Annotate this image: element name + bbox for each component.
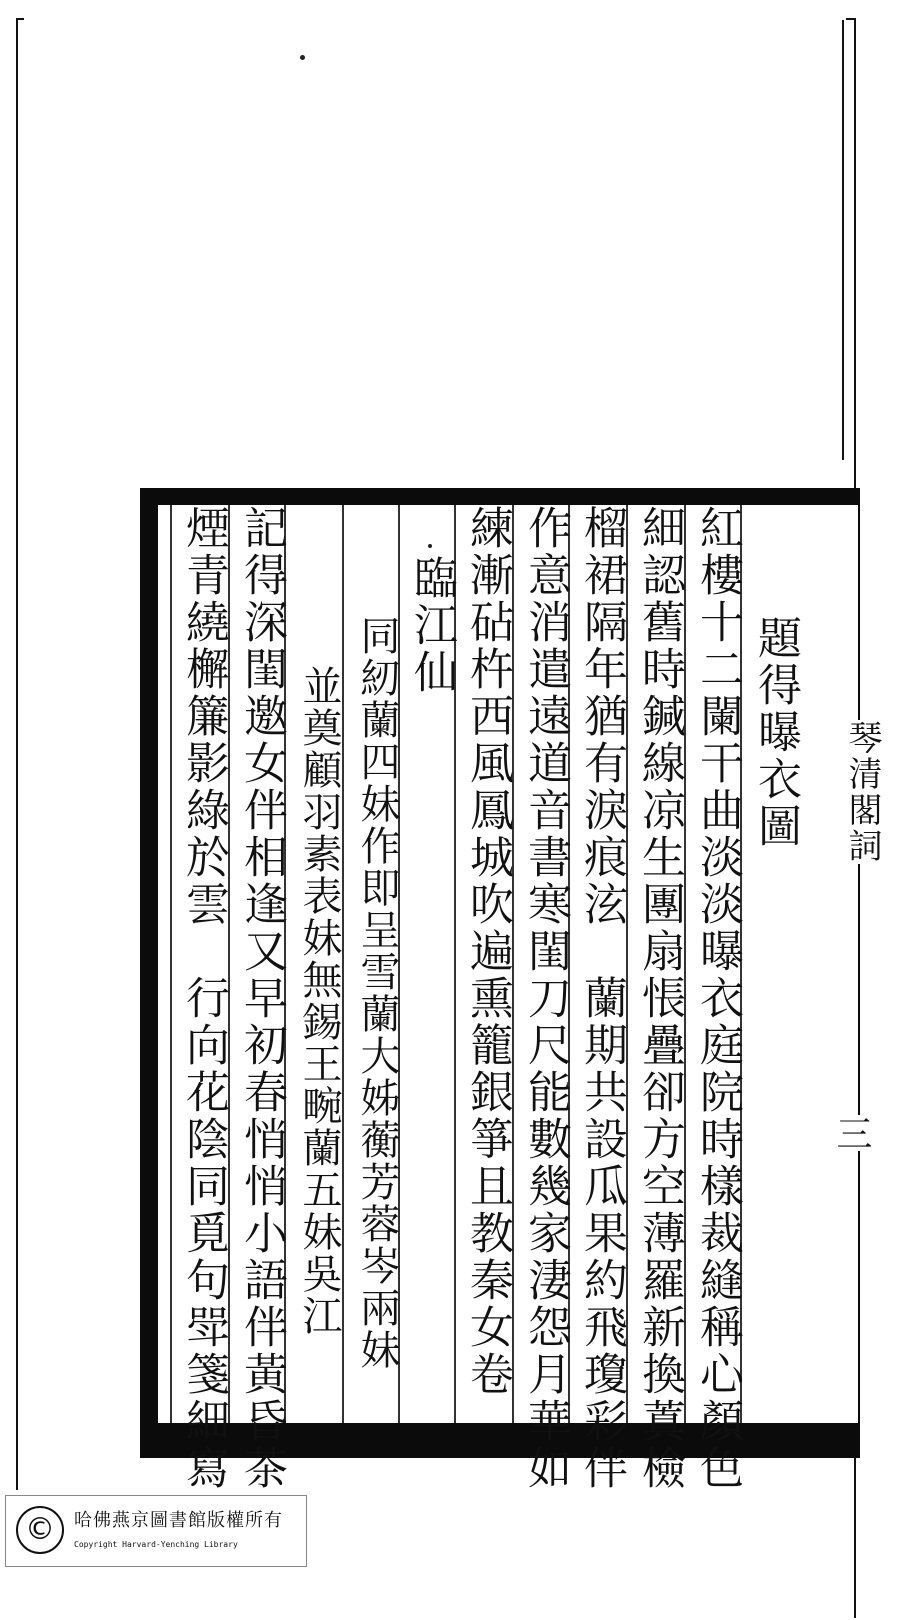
copyright-text-chinese: 哈佛燕京圖書館版權所有 xyxy=(74,1510,283,1531)
ink-speck xyxy=(300,55,305,60)
copyright-icon: © xyxy=(16,1506,64,1554)
left-page-border-tick xyxy=(16,18,24,20)
page-number: 三 xyxy=(826,1115,877,1151)
text-column: 作意消遣遠道音書寒閨刀尺能數幾家淒怨月華如 xyxy=(520,505,571,1492)
dedication-line: 並奠顧羽素表妹無錫王畹蘭五妹吳江 xyxy=(296,665,342,1337)
column-rule xyxy=(170,505,172,1423)
text-column: 細認舊時鍼線凉生團扇悵疊卻方空薄羅新換蒖檢 xyxy=(634,505,685,1492)
right-page-border-tick xyxy=(846,18,856,20)
dedication-line: 同紉蘭四妹作即呈雪蘭大姊蘅芳蓉岑兩妹 xyxy=(354,615,400,1371)
spine-title: 琴清閣詞 xyxy=(838,720,887,864)
text-column: 榴裙隔年猶有淚痕泫 蘭期共設瓜果約飛瓊彩伴 xyxy=(576,505,627,1492)
ink-speck xyxy=(428,544,432,548)
copyright-text-english: Copyright Harvard-Yenching Library xyxy=(74,1540,238,1549)
text-block xyxy=(158,505,858,1492)
text-column: 紅樓十二闌干曲淡淡曝衣庭院時樣裁縫稱心顏色 xyxy=(692,505,743,1492)
text-column: 練漸砧杵西風鳳城吹遍熏籠銀箏且教秦女卷 xyxy=(462,505,513,1398)
copyright-stamp xyxy=(5,1495,307,1567)
text-column: 煙青繞檞簾影綠於雲 行向花陰同覓句斝箋細寫 xyxy=(178,505,229,1492)
gutter-line xyxy=(842,20,844,460)
poem-title: 臨江仙 xyxy=(406,555,457,696)
left-page-border xyxy=(16,18,18,1490)
poem-title: 題得曝衣圖 xyxy=(750,615,801,850)
text-column: 記得深閨邀女伴相逢又早初春悄悄小語伴黃昏茶 xyxy=(236,505,287,1492)
